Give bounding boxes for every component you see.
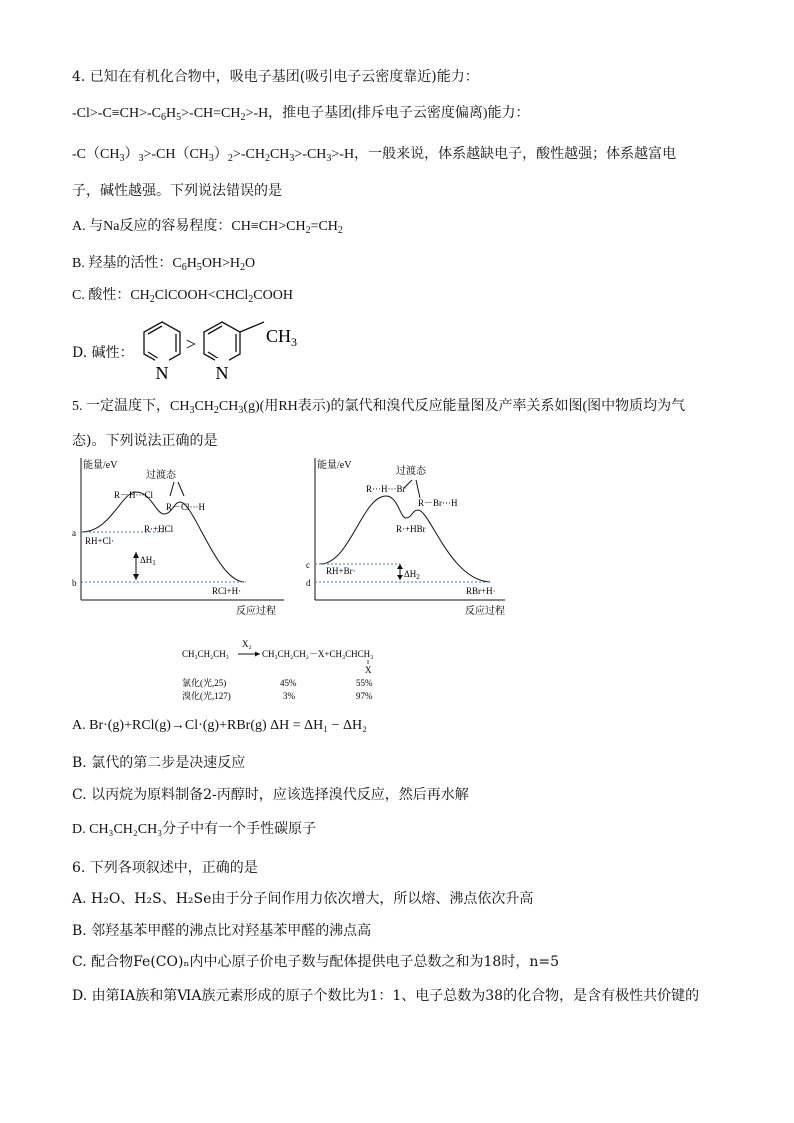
fig1-y-axis-label: 能量/eV	[83, 460, 118, 471]
fig2-delta-h-label: $\Delta H_2$	[404, 569, 420, 581]
fig2-level-c: c	[306, 560, 310, 570]
q5-option-d[interactable]: D. CH₃CH₂CH₃分子中有一个手性碳原子	[72, 822, 317, 837]
q5-stem: 5. 一定温度下，$CH_3CH_2CH_3(g)$(用RH表示)的氯代和溴代反应能量图及产率关系如图(图中物质均为气	[72, 399, 686, 416]
scheme-x-substituent: X	[365, 665, 372, 675]
scheme-chlorination-yield-2: 55%	[356, 678, 373, 688]
fig2-product-label: RBr+H·	[466, 586, 496, 596]
q4-option-a[interactable]: A. 与Na反应的容易程度：$CH\equiv CH>CH_2=CH_2$	[72, 219, 343, 236]
q4-option-b[interactable]: B. 羟基的活性：$C_6H_5OH>H_2O$	[72, 256, 256, 273]
q6-option-c[interactable]: C. 配合物Fe(CO)ₙ内中心原子价电子数与配体提供电子总数之和为18时，n=5	[72, 954, 559, 970]
fig1-delta-h-label: $\Delta H_1$	[140, 555, 156, 567]
fig1-ts1-label: R－H···Cl	[114, 490, 153, 500]
scheme-reactant: CH₃CH₂CH₃	[182, 649, 229, 659]
halogenation-yield-scheme	[180, 638, 420, 706]
fig1-level-b: b	[72, 578, 77, 588]
q6-option-b[interactable]: B. 邻羟基苯甲醛的沸点比对羟基苯甲醛的沸点高	[72, 923, 372, 939]
q4-stem-tail: 子，碱性越强。下列说法错误的是	[72, 183, 282, 199]
chlorination-energy-diagram	[66, 452, 296, 620]
q4-withdraw-sequence: $-Cl>-C\equiv CH>-C_6H_5>-CH=CH_2>-H$，推电子基团(排斥电子云密度偏离)能力：	[72, 106, 530, 123]
fig1-level-a: a	[72, 528, 76, 538]
fig1-x-axis-label: 反应过程	[236, 606, 276, 617]
bromination-energy-diagram	[300, 452, 520, 620]
fig2-intermediate-label: R·+HBr	[396, 524, 426, 534]
scheme-bromination-yield-1: 3%	[283, 691, 295, 701]
fig2-y-axis-label: 能量/eV	[317, 460, 352, 471]
methylpyridine-n-label: N	[215, 363, 229, 383]
q5-option-a[interactable]: A. Br·(g)+RCl(g)→Cl·(g)+RBr(g) ΔH = ΔH₁ − ΔH₂	[72, 718, 368, 733]
fig2-level-d: d	[306, 578, 311, 588]
q4-option-c[interactable]: C. 酸性：$CH_2ClCOOH<CHCl_2COOH$	[72, 288, 293, 305]
scheme-chlorination-label: 氯化(光,25)	[182, 678, 227, 688]
pyridine-n-label: N	[155, 363, 169, 383]
fig2-ts2-label: R－Br···H	[418, 498, 458, 508]
greater-than-sign: >	[185, 334, 197, 354]
fig2-reactant-label: RH+Br·	[326, 566, 356, 576]
fig2-transition-state-label: 过渡态	[396, 466, 426, 477]
q6-stem: 6. 下列各项叙述中，正确的是	[72, 860, 258, 876]
q4-intro: 4. 已知在有机化合物中，吸电子基团(吸引电子云密度靠近)能力：	[72, 69, 479, 85]
q5-stem-line2: 态)。下列说法正确的是	[72, 433, 218, 449]
scheme-reagent: X₂	[242, 639, 252, 649]
fig2-ts1-label: R···H···Br	[366, 484, 406, 494]
scheme-products: CH₃CH₂CH₂－X+CH₃CHCH₃	[262, 649, 374, 659]
q6-option-a[interactable]: A. H₂O、H₂S、H₂Se由于分子间作用力依次增大，所以熔、沸点依次升高	[72, 891, 534, 907]
fig1-product-label: RCl+H·	[212, 586, 242, 596]
scheme-chlorination-yield-1: 45%	[280, 678, 297, 688]
scheme-bromination-yield-2: 97%	[356, 691, 373, 701]
methyl-label: $CH_3$	[266, 326, 298, 349]
q5-option-c[interactable]: C. 以丙烷为原料制备2-丙醇时，应该选择溴代反应，然后再水解	[72, 787, 469, 803]
pyridine-structures	[128, 316, 328, 386]
q4-option-d[interactable]: D. 碱性：	[72, 345, 134, 361]
scheme-bromination-label: 溴化(光,127)	[182, 691, 231, 701]
fig1-reactant-label: RH+Cl·	[85, 536, 115, 546]
fig1-ts2-label: R－Cl···H	[166, 502, 205, 512]
fig2-x-axis-label: 反应过程	[465, 606, 505, 617]
q5-option-b[interactable]: B. 氯代的第二步是决速反应	[72, 755, 246, 771]
q6-option-d[interactable]: D. 由第ⅠA族和第ⅥA族元素形成的原子个数比为1：1、电子总数为38的化合物，是含有极性共价键的	[72, 988, 700, 1004]
fig1-intermediate-label: R·+HCl	[144, 524, 174, 534]
fig1-transition-state-label: 过渡态	[146, 470, 176, 481]
q4-donate-sequence: $-C(CH_3)_3>-CH(CH_3)_2>-CH_2CH_3>-CH_3>-H$，一般来说，体系越缺电子，酸性越强；体系越富电	[72, 147, 677, 164]
